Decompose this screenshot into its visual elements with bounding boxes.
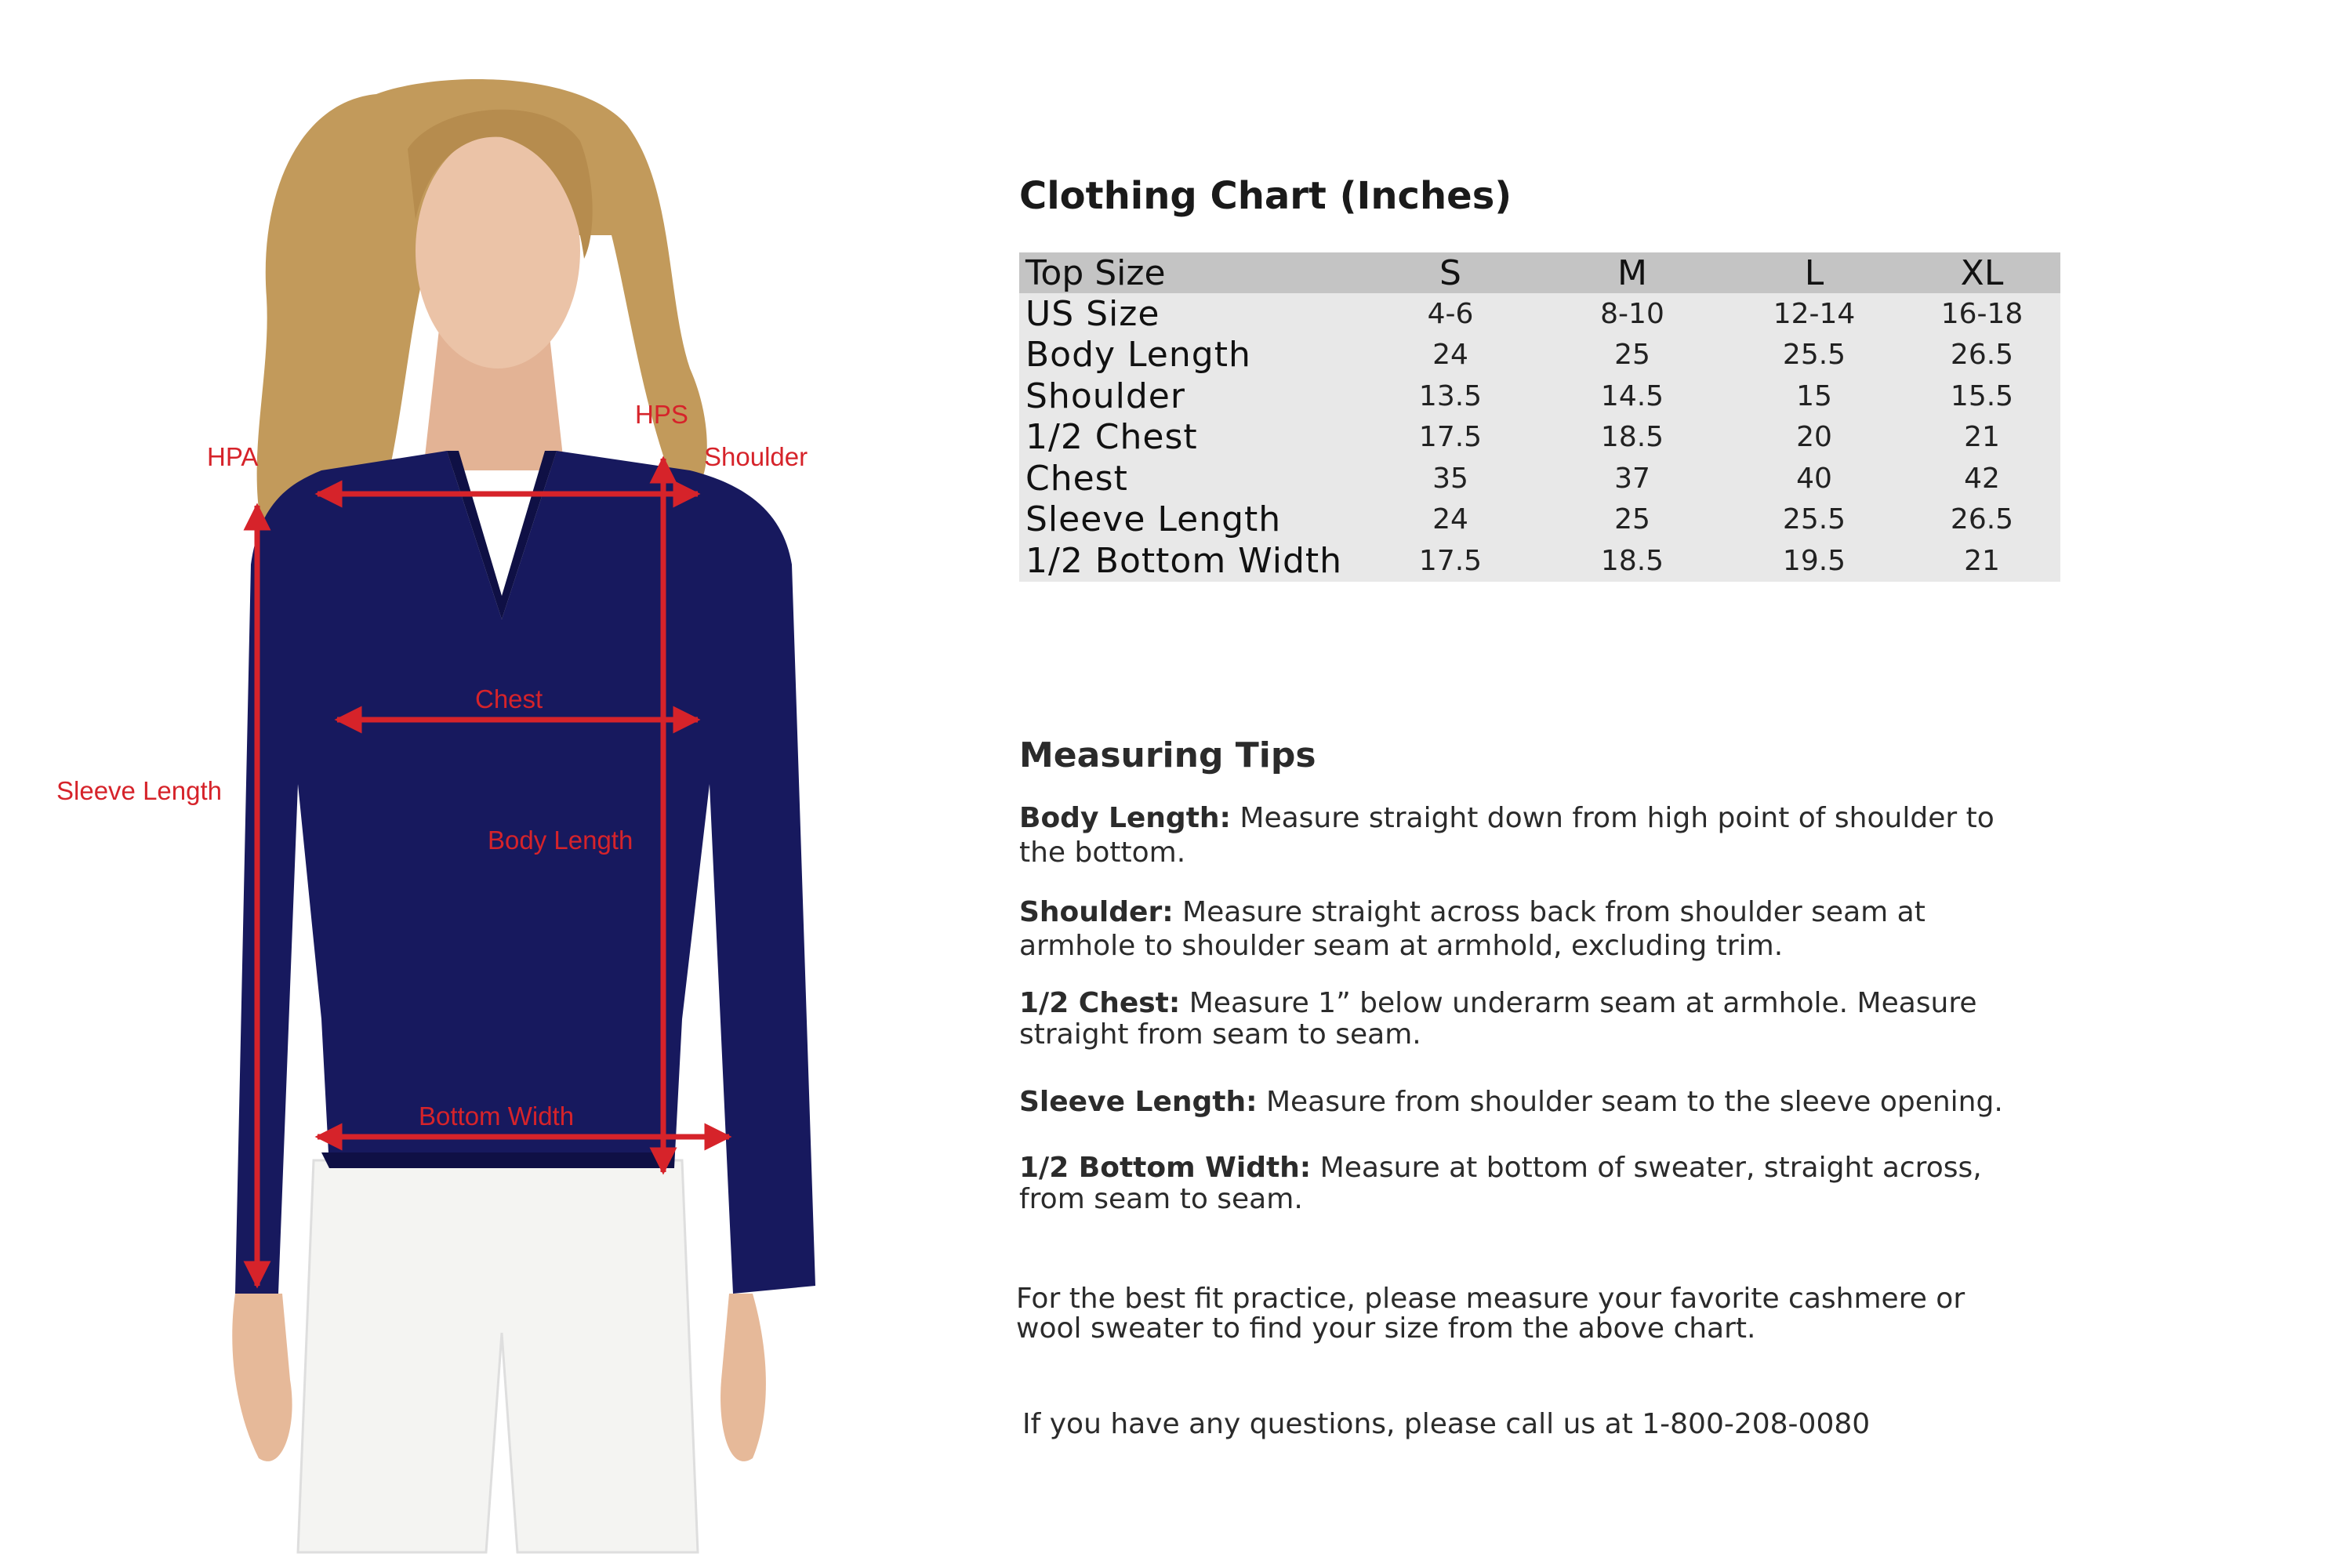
table-header-row [1019, 252, 2060, 293]
tip-half-bottom-width [1019, 1152, 2038, 1215]
row-label: Chest [1025, 458, 1128, 499]
table-cell: 14.5 [1600, 379, 1664, 412]
tip-text: Measure straight across back from shoulder seam at armhole to shoulder seam at armhold, excluding trim. [1019, 896, 1926, 962]
fit-note: For the best fit practice, please measure your favorite cashmere or wool sweater to find your size from the above chart. [1016, 1283, 1965, 1345]
table-cell: 8-10 [1600, 297, 1664, 330]
table-cell: 15.5 [1950, 379, 2014, 412]
table-cell: 4-6 [1427, 297, 1474, 330]
table-row [1019, 540, 2060, 582]
table-cell: 40 [1796, 462, 1832, 495]
tip-text: Measure straight down from high point of shoulder to the bottom. [1019, 802, 1994, 869]
label-sleeve-length: Sleeve Length [56, 776, 223, 805]
table-cell: 21 [1964, 421, 2000, 454]
measurement-figure [0, 0, 941, 1568]
tips-title: Measuring Tips [1019, 735, 1316, 775]
size-chart-table [1019, 252, 2060, 582]
table-row [1019, 458, 2060, 499]
tip-term: 1/2 Chest: [1019, 987, 1181, 1019]
table-cell: 24 [1432, 339, 1468, 372]
right-hand-shape [720, 1294, 766, 1461]
tip-term: Body Length: [1019, 802, 1231, 834]
tip-half-chest [1019, 988, 2062, 1051]
table-cell: 17.5 [1418, 421, 1483, 454]
contact-note: If you have any questions, please call us at 1-800-208-0080 [1022, 1408, 1871, 1440]
table-cell: 37 [1614, 462, 1650, 495]
tip-text: Measure 1” below underarm seam at armhole. Measure straight from seam to seam. [1019, 987, 1977, 1051]
label-chest: Chest [475, 684, 543, 713]
table-cell: 20 [1796, 421, 1832, 454]
table-cell: 17.5 [1418, 544, 1483, 577]
header-cell: L [1725, 252, 1904, 293]
tip-term: Sleeve Length: [1019, 1086, 1258, 1118]
table-cell: 21 [1964, 544, 2000, 577]
table-cell: 19.5 [1782, 544, 1846, 577]
tip-term: Shoulder: [1019, 896, 1174, 928]
table-cell: 18.5 [1600, 421, 1664, 454]
header-cell: S [1361, 252, 1540, 293]
table-row [1019, 376, 2060, 417]
label-hps: HPS [635, 400, 688, 429]
header-cell: Top Size [1019, 252, 1361, 293]
row-label: 1/2 Bottom Width [1025, 540, 1343, 581]
table-cell: 35 [1432, 462, 1468, 495]
table-cell: 25 [1614, 339, 1650, 372]
pants-shape [298, 1160, 698, 1552]
header-cell: XL [1904, 252, 2060, 293]
label-shoulder: Shoulder [704, 442, 808, 471]
table-row [1019, 499, 2060, 541]
row-label: Sleeve Length [1025, 499, 1282, 540]
table-cell: 18.5 [1600, 544, 1664, 577]
row-label: US Size [1025, 293, 1160, 334]
table-cell: 25.5 [1782, 339, 1846, 372]
tip-text: Measure at bottom of sweater, straight across, from seam to seam. [1019, 1152, 1982, 1215]
label-body-length: Body Length [488, 826, 633, 855]
table-cell: 25 [1614, 503, 1650, 536]
label-hpa: HPA [207, 442, 259, 471]
left-hand-shape [232, 1294, 292, 1461]
table-cell: 26.5 [1950, 503, 2014, 536]
table-cell: 24 [1432, 503, 1468, 536]
tip-body-length [1019, 801, 2015, 870]
table-cell: 15 [1796, 379, 1832, 412]
header-cell: M [1540, 252, 1725, 293]
tip-shoulder [1019, 895, 1999, 963]
row-label: 1/2 Chest [1025, 417, 1198, 458]
table-row [1019, 417, 2060, 459]
table-row [1019, 293, 2060, 335]
table-cell: 26.5 [1950, 339, 2014, 372]
tip-term: 1/2 Bottom Width: [1019, 1152, 1312, 1184]
table-cell: 42 [1964, 462, 2000, 495]
chart-title: Clothing Chart (Inches) [1019, 174, 1512, 218]
row-label: Shoulder [1025, 376, 1185, 416]
row-label: Body Length [1025, 335, 1251, 376]
table-row [1019, 335, 2060, 376]
table-cell: 16-18 [1940, 297, 2024, 330]
table-cell: 13.5 [1418, 379, 1483, 412]
label-bottom-width: Bottom Width [419, 1102, 575, 1131]
tip-text: Measure from shoulder seam to the sleeve opening. [1265, 1086, 2003, 1118]
table-cell: 12-14 [1773, 297, 1856, 330]
tip-sleeve-length [1019, 1085, 2062, 1120]
table-cell: 25.5 [1782, 503, 1846, 536]
